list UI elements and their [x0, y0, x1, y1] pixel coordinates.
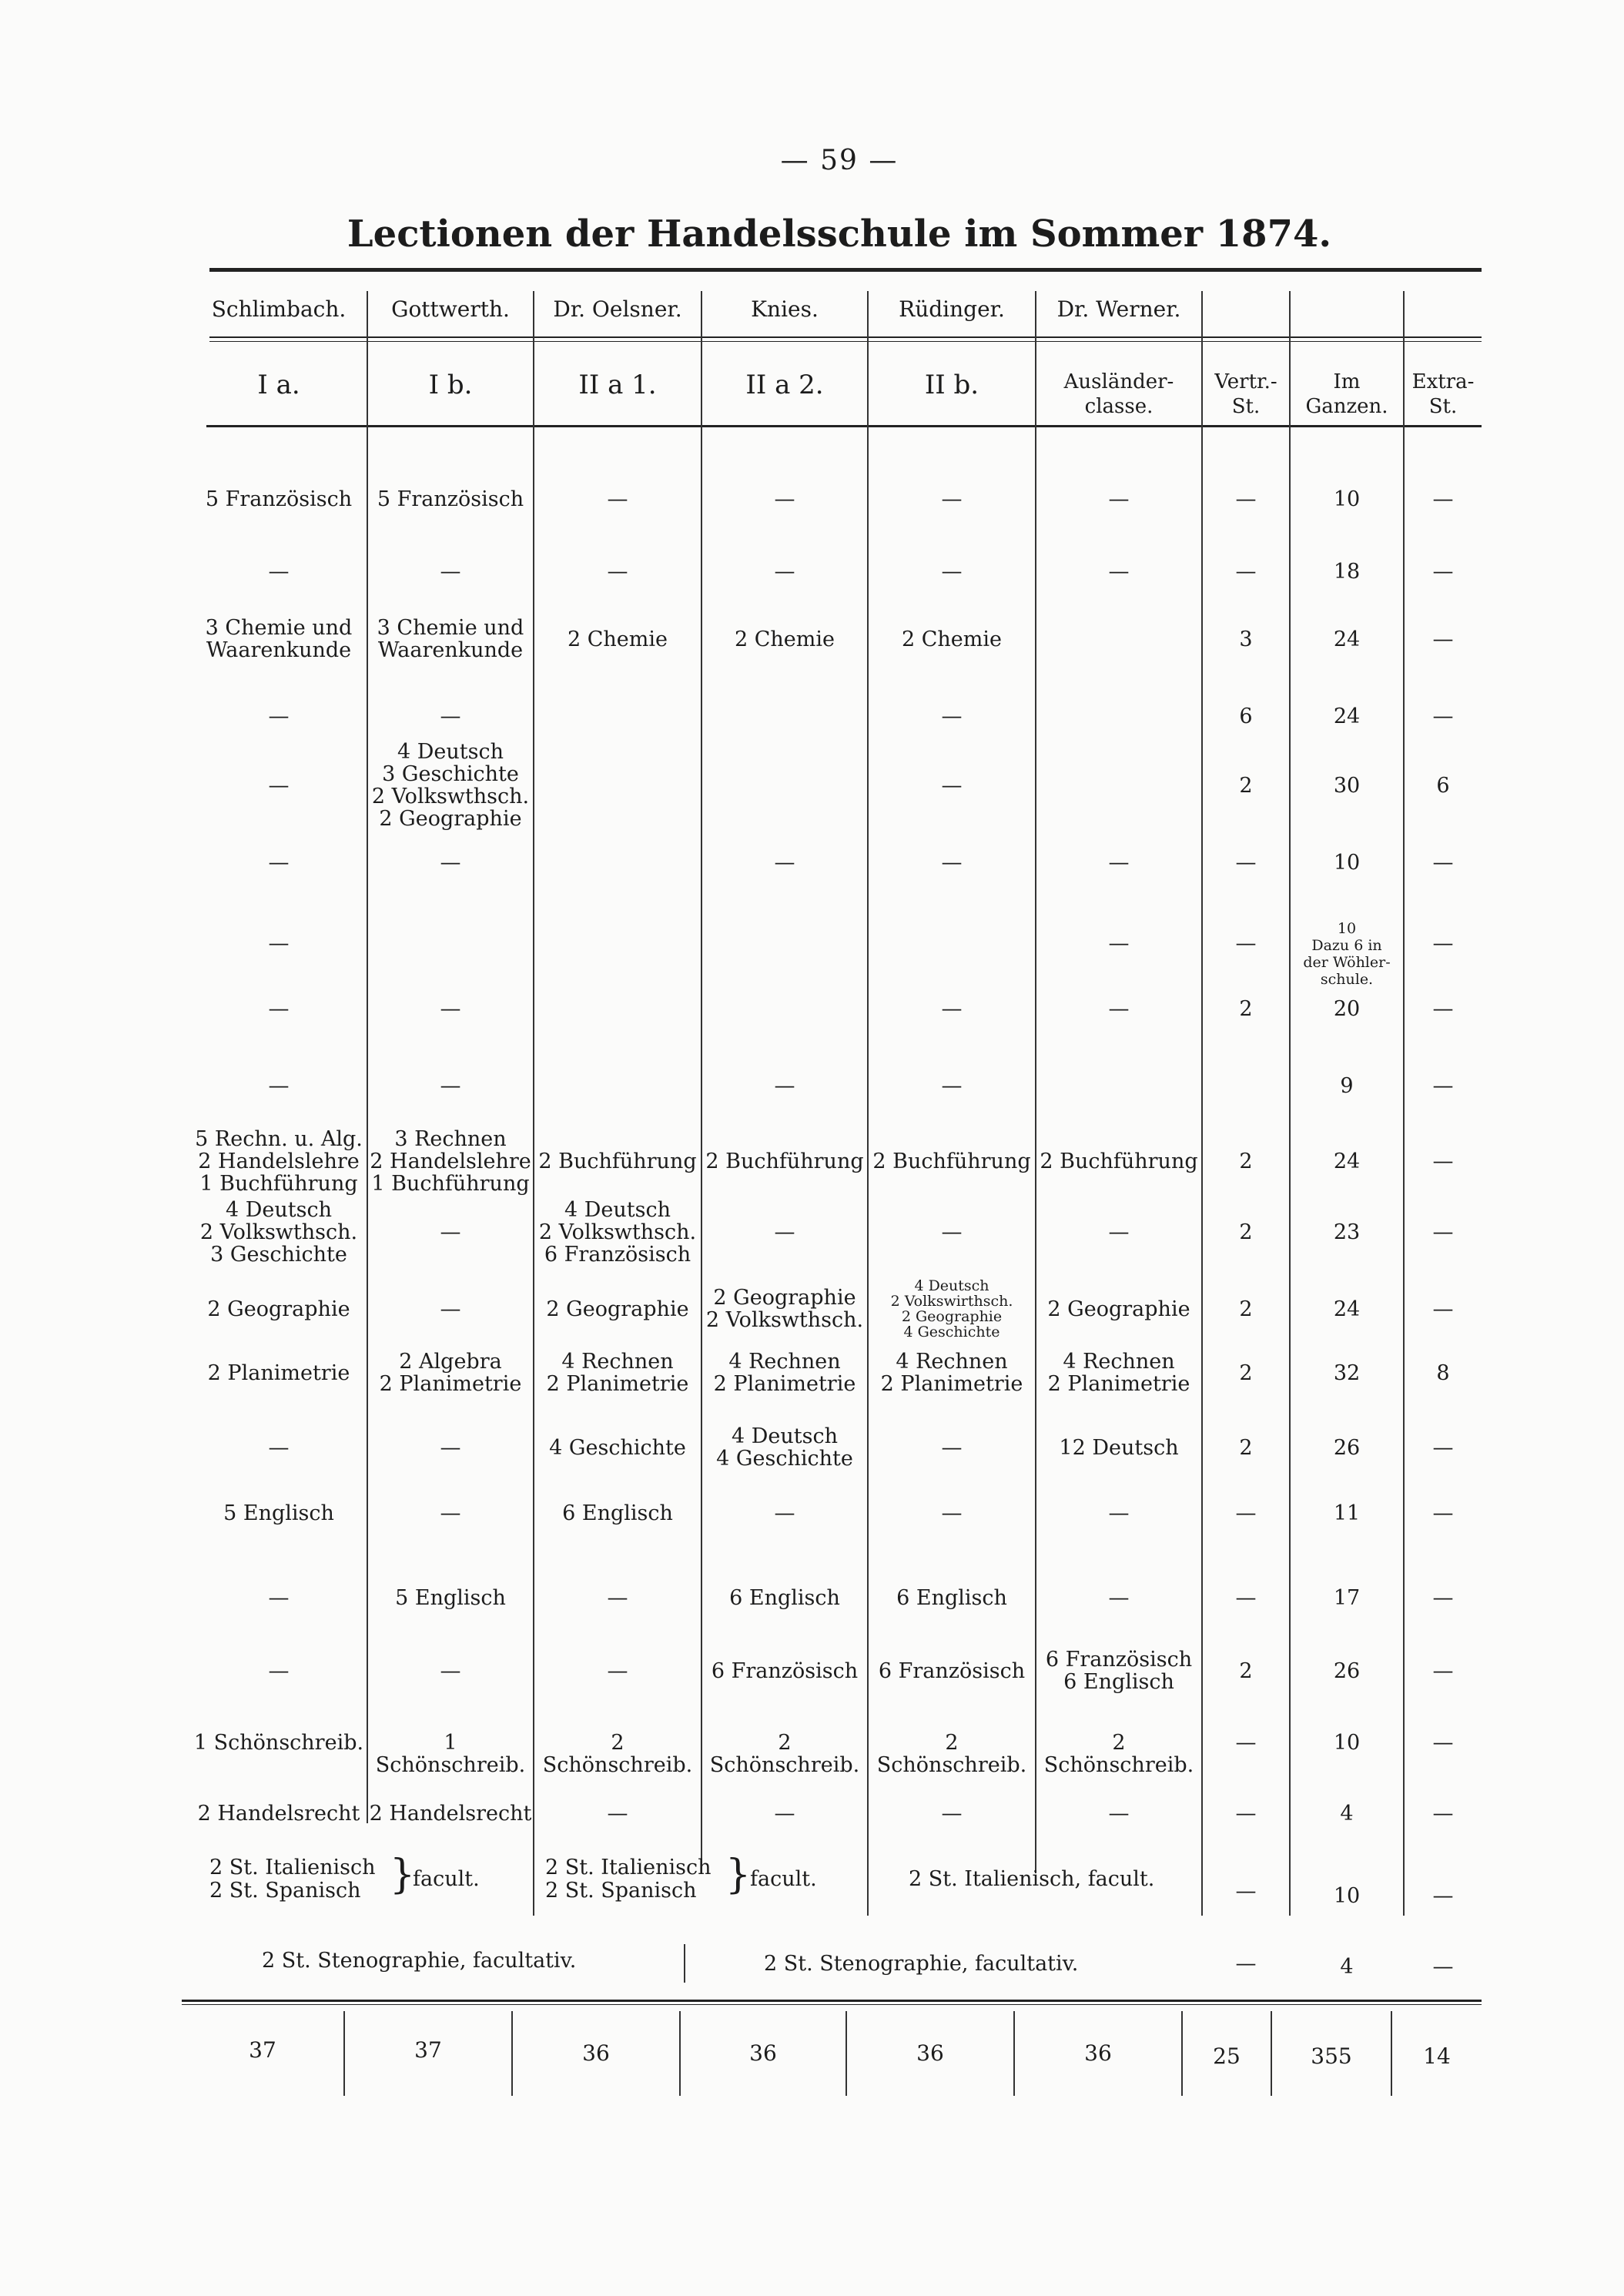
schedule-cell: — — [607, 1802, 628, 1826]
class-header: II a 1. — [578, 370, 657, 400]
schedule-cell: 2 Buchführung — [705, 1150, 864, 1173]
schedule-cell: — — [1235, 851, 1257, 875]
schedule-cell: 2 Schönschreib. — [542, 1731, 693, 1777]
rule-teachers — [209, 336, 1482, 338]
rule-teachers-2 — [209, 341, 1482, 342]
schedule-cell: 2 Geographie — [546, 1297, 689, 1321]
schedule-cell: 2 Chemie — [901, 628, 1002, 651]
schedule-cell: 2 — [1239, 1659, 1253, 1683]
schedule-cell: — — [268, 1074, 290, 1098]
schedule-cell: — — [440, 1074, 461, 1098]
total-value: 14 — [1423, 2043, 1451, 2069]
schedule-cell: — — [1108, 1220, 1130, 1244]
schedule-cell: — — [774, 1802, 795, 1826]
schedule-cell: 6 Französisch — [711, 1659, 859, 1683]
schedule-cell: — — [1235, 560, 1257, 584]
brace-left: } — [390, 1852, 416, 1898]
schedule-cell: 4 Deutsch 2 Volkswthsch. 3 Geschichte — [199, 1198, 358, 1267]
schedule-cell: — — [774, 487, 795, 511]
schedule-cell: — — [1432, 705, 1454, 728]
schedule-cell: 5 Englisch — [395, 1586, 506, 1610]
schedule-cell: — — [440, 1659, 461, 1683]
schedule-cell: 10 — [1333, 851, 1361, 875]
schedule-cell: — — [941, 1501, 963, 1525]
schedule-cell: — — [440, 1501, 461, 1525]
schedule-cell: — — [774, 1220, 795, 1244]
schedule-cell: 24 — [1333, 705, 1361, 728]
schedule-cell: 6 Französisch — [878, 1659, 1026, 1683]
schedule-cell: 6 Englisch — [562, 1501, 673, 1525]
schedule-cell: — — [1235, 1501, 1257, 1525]
class-header: I b. — [428, 370, 473, 400]
class-header: Ausländer- classe. — [1063, 370, 1174, 418]
schedule-cell: — — [774, 851, 795, 875]
total-cell: 10 — [1333, 1884, 1361, 1908]
schedule-cell: 6 — [1436, 774, 1450, 798]
schedule-cell: — — [1235, 1586, 1257, 1610]
schedule-cell: — — [1432, 487, 1454, 511]
schedule-cell: — — [1432, 1436, 1454, 1460]
schedule-cell: — — [1432, 1074, 1454, 1098]
schedule-cell: — — [440, 705, 461, 728]
schedule-cell: 11 — [1333, 1501, 1361, 1525]
schedule-cell: 2 Buchführung — [1040, 1150, 1198, 1173]
schedule-cell: 10 — [1333, 1731, 1361, 1755]
schedule-cell: 2 Chemie — [567, 628, 668, 651]
schedule-cell: — — [440, 1436, 461, 1460]
schedule-cell: 4 Deutsch 2 Volkswthsch. 6 Französisch — [538, 1198, 697, 1267]
total-cell: 4 — [1340, 1955, 1354, 1979]
rule-top — [209, 268, 1482, 272]
schedule-cell: — — [1432, 1802, 1454, 1826]
schedule-cell: 4 Rechnen 2 Planimetrie — [880, 1350, 1023, 1396]
schedule-cell: — — [1432, 932, 1454, 956]
schedule-cell: 24 — [1333, 628, 1361, 651]
schedule-cell: 2 Geographie — [1047, 1297, 1190, 1321]
facultative-italian-right: 2 St. Italienisch, facult. — [909, 1867, 1155, 1891]
schedule-cell: — — [941, 997, 963, 1021]
class-header: Vertr.- St. — [1214, 370, 1277, 418]
schedule-cell: 2 — [1239, 1436, 1253, 1460]
vertr-cell: — — [1235, 1879, 1257, 1903]
schedule-cell: — — [1235, 487, 1257, 511]
schedule-cell: — — [774, 1501, 795, 1525]
schedule-cell: 2 Algebra 2 Planimetrie — [379, 1350, 522, 1396]
schedule-cell: — — [1432, 560, 1454, 584]
stenography-right: 2 St. Stenographie, facultativ. — [764, 1952, 1079, 1976]
schedule-cell: — — [1432, 1659, 1454, 1683]
extra-cell: — — [1432, 1955, 1454, 1979]
schedule-cell: 2 Schönschreib. — [709, 1731, 860, 1777]
schedule-cell: 3 Chemie und Waarenkunde — [377, 616, 524, 662]
schedule-cell: — — [1108, 487, 1130, 511]
schedule-cell: 2 — [1239, 1297, 1253, 1321]
schedule-cell: 4 Rechnen 2 Planimetrie — [1047, 1350, 1190, 1396]
schedule-cell: 1 Schönschreib. — [193, 1731, 364, 1755]
schedule-cell: 2 Buchführung — [872, 1150, 1031, 1173]
facultative-label-mid: facult. — [750, 1867, 817, 1891]
schedule-cell: 18 — [1333, 560, 1361, 584]
schedule-cell: — — [440, 997, 461, 1021]
schedule-cell: 6 — [1239, 705, 1253, 728]
schedule-cell: — — [941, 1220, 963, 1244]
schedule-cell: 30 — [1333, 774, 1361, 798]
schedule-cell: — — [1432, 1220, 1454, 1244]
schedule-cell: 2 Geographie 2 Volkswthsch. — [705, 1286, 864, 1332]
class-header: Extra- St. — [1411, 370, 1475, 418]
class-header: I a. — [257, 370, 300, 400]
schedule-cell: 10 Dazu 6 in der Wöhler- schule. — [1303, 920, 1391, 988]
schedule-cell: 12 Deutsch — [1059, 1436, 1179, 1460]
schedule-cell: 2 Schönschreib. — [1043, 1731, 1194, 1777]
schedule-cell: — — [941, 851, 963, 875]
schedule-cell: 2 — [1239, 1150, 1253, 1173]
schedule-cell: — — [268, 1586, 290, 1610]
total-value: 25 — [1213, 2043, 1241, 2069]
schedule-cell: — — [1235, 1731, 1257, 1755]
schedule-cell: — — [268, 705, 290, 728]
schedule-cell: 2 — [1239, 1220, 1253, 1244]
facultative-label-left: facult. — [413, 1867, 480, 1891]
schedule-cell: — — [440, 560, 461, 584]
rule-bottom — [182, 2000, 1482, 2002]
schedule-cell: — — [774, 1074, 795, 1098]
schedule-cell: — — [268, 560, 290, 584]
schedule-cell: — — [268, 932, 290, 956]
schedule-cell: 23 — [1333, 1220, 1361, 1244]
schedule-cell: 2 Handelsrecht — [197, 1802, 360, 1826]
schedule-cell: 3 Chemie und Waarenkunde — [205, 616, 353, 662]
schedule-cell: 4 Deutsch 3 Geschichte 2 Volkswthsch. 2 Geographie — [371, 740, 530, 831]
schedule-cell: 6 Englisch — [729, 1586, 840, 1610]
total-value: 36 — [916, 2040, 944, 2066]
schedule-cell: — — [268, 997, 290, 1021]
total-value: 36 — [582, 2040, 610, 2066]
teacher-name: Gottwerth. — [391, 296, 510, 322]
teacher-name: Dr. Werner. — [1056, 296, 1181, 322]
stenography-left: 2 St. Stenographie, facultativ. — [262, 1949, 577, 1973]
page-title: Lectionen der Handelsschule im Sommer 1874. — [347, 213, 1332, 256]
schedule-cell: 5 Rechn. u. Alg. 2 Handelslehre 1 Buchführung — [195, 1127, 363, 1196]
schedule-cell: 2 — [1239, 997, 1253, 1021]
schedule-cell: 17 — [1333, 1586, 1361, 1610]
teacher-name: Knies. — [751, 296, 819, 322]
schedule-cell: — — [607, 487, 628, 511]
schedule-cell: — — [607, 1659, 628, 1683]
total-value: 36 — [749, 2040, 777, 2066]
schedule-cell: — — [440, 1220, 461, 1244]
steno-divider — [684, 1944, 685, 1983]
schedule-cell: 4 Deutsch 4 Geschichte — [716, 1424, 853, 1471]
schedule-cell: — — [268, 1436, 290, 1460]
schedule-cell: 1 Schönschreib. — [375, 1731, 526, 1777]
schedule-cell: 2 Chemie — [734, 628, 835, 651]
schedule-cell: — — [1432, 1150, 1454, 1173]
schedule-cell: — — [268, 1659, 290, 1683]
schedule-cell: — — [941, 487, 963, 511]
schedule-cell: — — [1432, 997, 1454, 1021]
schedule-cell: 3 Rechnen 2 Handelslehre 1 Buchführung — [370, 1127, 531, 1196]
schedule-cell: — — [1108, 1802, 1130, 1826]
schedule-cell: — — [774, 560, 795, 584]
schedule-cell: — — [1235, 932, 1257, 956]
schedule-cell: — — [1235, 1802, 1257, 1826]
total-value: 37 — [249, 2037, 276, 2063]
schedule-cell: — — [1432, 1586, 1454, 1610]
schedule-cell: 2 Planimetrie — [207, 1361, 350, 1385]
schedule-cell: 5 Englisch — [223, 1501, 334, 1525]
page-number: — 59 — — [780, 145, 899, 176]
schedule-cell: 3 — [1239, 628, 1253, 651]
facultative-languages-mid: 2 St. Italienisch 2 St. Spanisch — [545, 1856, 712, 1903]
schedule-cell: — — [1108, 1501, 1130, 1525]
schedule-cell: — — [941, 1074, 963, 1098]
schedule-cell: 6 Englisch — [896, 1586, 1007, 1610]
schedule-cell: — — [1432, 1731, 1454, 1755]
total-value: 37 — [414, 2037, 442, 2063]
teacher-name: Rüdinger. — [899, 296, 1005, 322]
schedule-cell: 20 — [1333, 997, 1361, 1021]
schedule-cell: — — [941, 1436, 963, 1460]
schedule-cell: 2 — [1239, 774, 1253, 798]
schedule-cell: 9 — [1340, 1074, 1354, 1098]
schedule-cell: — — [941, 705, 963, 728]
schedule-cell: 2 — [1239, 1361, 1253, 1385]
schedule-cell: 2 Schönschreib. — [876, 1731, 1027, 1777]
schedule-cell: 8 — [1436, 1361, 1450, 1385]
teacher-name: Schlimbach. — [211, 296, 347, 322]
schedule-cell: — — [607, 560, 628, 584]
rule-bottom-2 — [182, 2004, 1482, 2005]
schedule-cell: — — [1108, 851, 1130, 875]
schedule-cell: 6 Französisch 6 Englisch — [1045, 1648, 1193, 1694]
class-header: II a 2. — [745, 370, 824, 400]
schedule-cell: 2 Geographie — [207, 1297, 350, 1321]
schedule-cell: — — [1108, 560, 1130, 584]
schedule-cell: 4 Rechnen 2 Planimetrie — [546, 1350, 689, 1396]
extra-cell: — — [1432, 1884, 1454, 1908]
schedule-cell: 4 Deutsch 2 Volkswirthsch. 2 Geographie 4 Geschichte — [890, 1277, 1013, 1340]
schedule-cell: 32 — [1333, 1361, 1361, 1385]
schedule-cell: 2 Handelsrecht — [369, 1802, 532, 1826]
class-header: Im Ganzen. — [1305, 370, 1388, 418]
schedule-cell: 10 — [1333, 487, 1361, 511]
schedule-cell: — — [941, 560, 963, 584]
schedule-cell: 5 Französisch — [205, 487, 353, 511]
schedule-cell: — — [1432, 1501, 1454, 1525]
brace-mid: } — [725, 1852, 752, 1898]
schedule-cell: 5 Französisch — [377, 487, 524, 511]
schedule-cell: — — [1108, 997, 1130, 1021]
class-header: II b. — [924, 370, 979, 400]
schedule-cell: 2 Buchführung — [538, 1150, 697, 1173]
schedule-cell: 4 Geschichte — [549, 1436, 686, 1460]
schedule-cell: — — [1108, 932, 1130, 956]
schedule-cell: — — [268, 774, 290, 798]
schedule-cell: — — [941, 1802, 963, 1826]
schedule-cell: 24 — [1333, 1150, 1361, 1173]
schedule-cell: 26 — [1333, 1436, 1361, 1460]
total-value: 36 — [1084, 2040, 1112, 2066]
schedule-cell: — — [440, 1297, 461, 1321]
schedule-cell: — — [941, 774, 963, 798]
schedule-cell: — — [1432, 851, 1454, 875]
schedule-cell: — — [607, 1586, 628, 1610]
schedule-cell: — — [268, 851, 290, 875]
schedule-cell: — — [1108, 1586, 1130, 1610]
col-divider — [1035, 291, 1036, 1873]
schedule-cell: — — [1432, 628, 1454, 651]
schedule-cell: 4 Rechnen 2 Planimetrie — [713, 1350, 856, 1396]
schedule-cell: — — [1432, 1297, 1454, 1321]
teacher-name: Dr. Oelsner. — [553, 296, 682, 322]
schedule-cell: 26 — [1333, 1659, 1361, 1683]
vertr-cell: — — [1235, 1952, 1257, 1976]
schedule-cell: — — [440, 851, 461, 875]
schedule-cell: 24 — [1333, 1297, 1361, 1321]
total-value: 355 — [1311, 2043, 1352, 2069]
facultative-languages-left: 2 St. Italienisch 2 St. Spanisch — [209, 1856, 376, 1903]
schedule-cell: 4 — [1340, 1802, 1354, 1826]
